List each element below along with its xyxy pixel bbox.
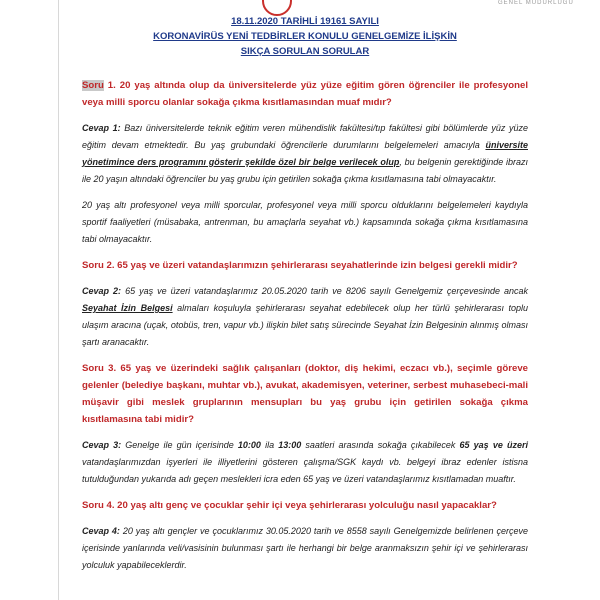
answer-1-emphasis: üniversite yönetimince ders programını gösterir şekilde özel bir belge verilecek olup	[82, 140, 528, 167]
question-2: Soru 2. 65 yaş ve üzeri vatandaşlarımızın şehirlerarası seyahatlerinde izin belgesi gerekli midir?	[82, 260, 518, 271]
question-1-text: 1. 20 yaş altında olup da üniversitelerde yüz yüze eğitim gören öğrenciler ile profesyonel veya milli sporcu olanlar sokağa çıkma kısıtlamasından muaf mıdır?	[82, 80, 528, 108]
answer-1-label: Cevap 1:	[82, 123, 121, 133]
answer-3-text-b: ila	[260, 440, 279, 450]
answer-3	[82, 437, 528, 488]
question-1	[82, 77, 528, 111]
header-right-text: GENEL MÜDÜRLÜĞÜ	[498, 0, 574, 6]
document-title	[82, 14, 528, 59]
answer-4-label: Cevap 4:	[82, 526, 120, 536]
answer-1-paragraph-1	[82, 120, 528, 188]
title-line-3: SIKÇA SORULAN SORULAR	[240, 46, 370, 57]
answer-3-time-end: 13:00	[278, 440, 302, 450]
answer-4-text: 20 yaş altı gençler ve çocuklarımız 30.05.2020 tarih ve 8558 sayılı Genelgemizde belirlenen çerçeve içerisinde yanlarında veli/vasisinin bulunması şartı ile herhangi bir belge aranmaksızın şehir içi ve şehirlerarası yolculuk yapabileceklerdir.	[82, 526, 528, 570]
answer-3-text-c: saatleri arasında sokağa çıkabilecek	[301, 440, 460, 450]
answer-4	[82, 523, 528, 574]
question-4: Soru 4. 20 yaş altı genç ve çocuklar şehir içi veya şehirlerarası yolculuğu nasıl yapacaklar?	[82, 500, 497, 511]
question-1-prefix: Soru	[82, 80, 104, 91]
answer-1-paragraph-2: 20 yaş altı profesyonel veya milli sporcular, profesyonel veya milli sporcu olduklarını belgelemeleri kaydıyla sportif faaliyetleri (müsabaka, antrenman, bu amaçlarla seyahat vb.) kapsamında sokağa çıkma kısıtlamasına tabi olmayacaktır.	[82, 200, 528, 244]
answer-2-text-a: 65 yaş ve üzeri vatandaşlarımız 20.05.2020 tarih ve 8206 sayılı Genelgemiz çerçevesinde ancak	[121, 286, 528, 296]
answer-2-emphasis: Seyahat İzin Belgesi	[82, 303, 173, 313]
answer-3-label: Cevap 3:	[82, 440, 122, 450]
answer-2-text-b: almaları koşuluyla şehirlerarası seyahat edebilecek olup her türlü şehirlerarası toplu ulaşım aracına (uçak, otobüs, tren, vapur vb.) ilişkin bilet satış sürecinde Seyahat İzin Belgesinin alınmış olması şartı aranacaktır.	[82, 303, 528, 347]
answer-3-text-a: Genelge ile gün içerisinde	[121, 440, 238, 450]
answer-3-text-d: vatandaşlarımızdan işyerleri ile illiyetlerini gösteren çalışma/SGK kaydı vb. belgeyi ibraz edenler istisna tutulduğundan yukarıda adı geçen meslekleri icra eden 65 yaş ve üzeri vatandaşlarımız kısıtlamadan muaftır.	[82, 457, 528, 484]
answer-1-text-a: Bazı üniversitelerde teknik eğitim veren mühendislik fakültesi/tıp fakültesi gibi bölümlerde yüz yüze eğitim devam etmektedir. Bu yaş grubundaki öğrencilerle durumlarını belgelemeleri amacıyla	[82, 123, 528, 150]
answer-3-age-group: 65 yaş ve üzeri	[459, 440, 528, 450]
answer-1-text-b: , bu belgenin gerektiğinde ibrazı ile 20 yaşın altındaki öğrenciler bu yaş grubu için getirilen sokağa çıkma kısıtlamasına tabi olmayacaktır.	[82, 157, 528, 184]
answer-2	[82, 283, 528, 351]
header-strip	[0, 0, 600, 12]
question-3: Soru 3. 65 yaş ve üzerindeki sağlık çalışanları (doktor, diş hekimi, eczacı vb.), seçimle göreve gelenler (belediye başkanı, muhtar vb.), avukat, akademisyen, veteriner, serbest muhasebeci-mali müşavir gibi meslek gruplarının mensupları bu yaş grubu için getirilen sokağa çıkma kısıtlamasına tabi midir?	[82, 363, 528, 425]
answer-2-label: Cevap 2:	[82, 286, 122, 296]
title-line-2: KORONAVİRÜS YENİ TEDBİRLER KONULU GENELGEMİZE İLİŞKİN	[153, 31, 457, 42]
title-line-1: 18.11.2020 TARİHLİ 19161 SAYILI	[231, 16, 379, 27]
document-content	[82, 14, 528, 583]
answer-3-time-start: 10:00	[237, 440, 261, 450]
